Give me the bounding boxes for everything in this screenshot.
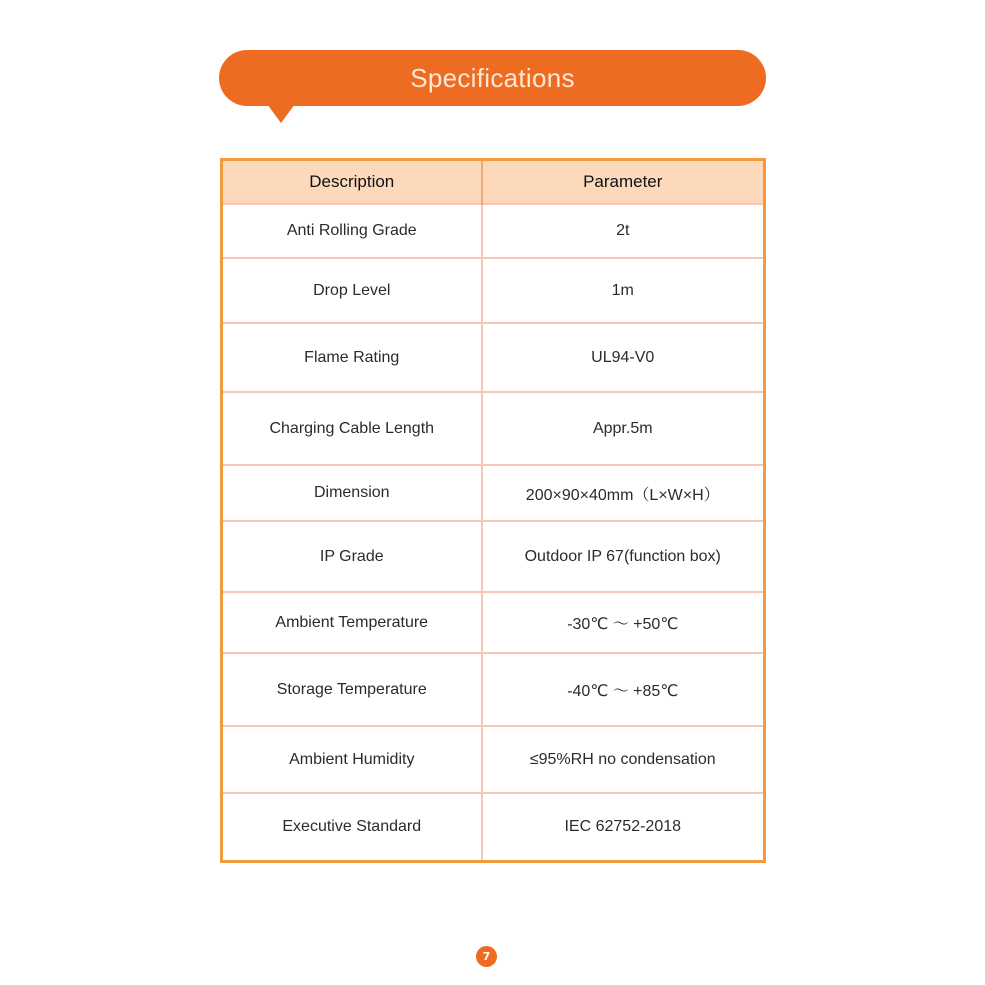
table-row: [222, 793, 765, 861]
parameter-cell: -40℃ ～ +85℃: [482, 653, 765, 726]
table-row: [222, 521, 765, 592]
specifications-banner: [219, 50, 766, 106]
parameter-cell: Appr.5m: [482, 392, 765, 465]
page-number-badge: [476, 946, 497, 967]
banner-pointer: [267, 104, 295, 123]
table-row: [222, 465, 765, 521]
description-cell: Flame Rating: [222, 323, 482, 392]
parameter-cell: IEC 62752-2018: [482, 793, 765, 861]
page-number: 7: [482, 950, 491, 963]
table-header-row: [222, 160, 765, 205]
description-cell: Drop Level: [222, 258, 482, 323]
description-cell: IP Grade: [222, 521, 482, 592]
parameter-cell: 200×90×40mm（L×W×H）: [482, 465, 765, 521]
description-cell: Ambient Humidity: [222, 726, 482, 793]
column-header-parameter: Parameter: [482, 160, 765, 205]
parameter-cell: 2t: [482, 204, 765, 258]
table-row: [222, 726, 765, 793]
table-row: [222, 592, 765, 653]
column-header-description: Description: [222, 160, 482, 205]
description-cell: Dimension: [222, 465, 482, 521]
parameter-cell: -30℃ ～ +50℃: [482, 592, 765, 653]
table-row: [222, 204, 765, 258]
description-cell: Anti Rolling Grade: [222, 204, 482, 258]
table-row: [222, 323, 765, 392]
parameter-cell: 1m: [482, 258, 765, 323]
description-cell: Executive Standard: [222, 793, 482, 861]
description-cell: Ambient Temperature: [222, 592, 482, 653]
specifications-table: [220, 158, 766, 863]
table-row: [222, 653, 765, 726]
parameter-cell: UL94-V0: [482, 323, 765, 392]
description-cell: Storage Temperature: [222, 653, 482, 726]
parameter-cell: Outdoor IP 67(function box): [482, 521, 765, 592]
table-row: [222, 392, 765, 465]
description-cell: Charging Cable Length: [222, 392, 482, 465]
page-title: Specifications: [410, 62, 575, 93]
parameter-cell: ≤95%RH no condensation: [482, 726, 765, 793]
table-row: [222, 258, 765, 323]
